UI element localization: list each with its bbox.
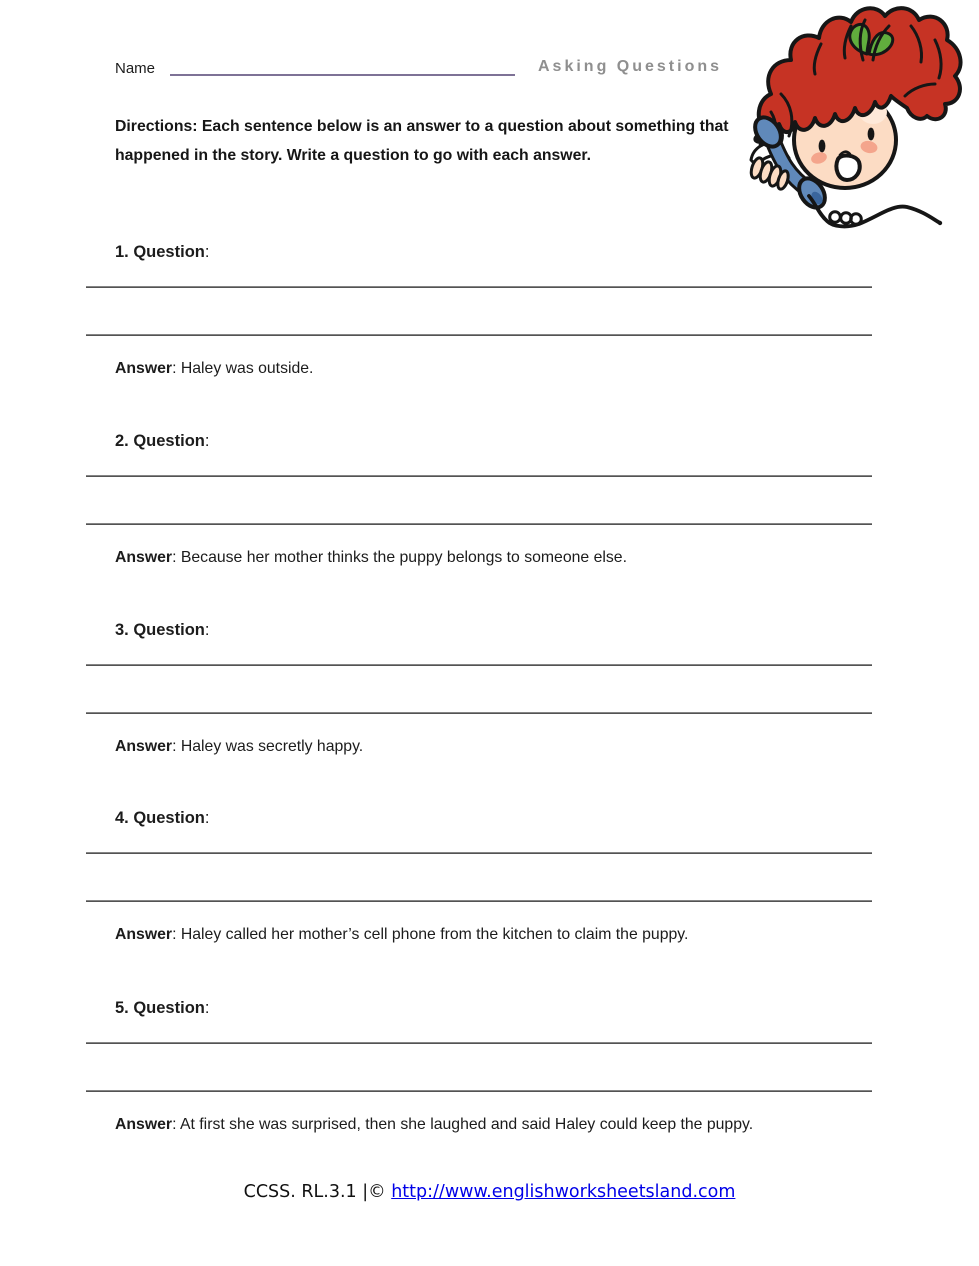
answer-text: Answer: Because her mother thinks the puppy belongs to someone else. [115, 549, 627, 566]
right-eye [868, 128, 875, 141]
name-label: Name [115, 60, 156, 77]
answer-text: Answer: Haley called her mother’s cell phone from the kitchen to claim the puppy. [115, 926, 689, 943]
ccss-standard-text: CCSS. RL.3.1 |© [243, 1182, 392, 1202]
writing-line [86, 712, 872, 714]
girl-on-phone-illustration [735, 0, 979, 246]
website-link[interactable]: http://www.englishworksheetsland.com [391, 1182, 736, 1202]
left-eye [819, 140, 826, 153]
question-label: 5. Question: [115, 999, 210, 1017]
writing-line [86, 1042, 872, 1044]
answer-text: Answer: At first she was surprised, then she laughed and said Haley could keep the puppy. [115, 1116, 754, 1133]
writing-line [86, 286, 872, 288]
question-label: 4. Question: [115, 809, 210, 827]
answer-text: Answer: Haley was outside. [115, 360, 314, 377]
open-mouth [836, 155, 859, 180]
writing-line [86, 334, 872, 336]
answer-text: Answer: Haley was secretly happy. [115, 738, 364, 755]
directions-text: Directions: Each sentence below is an answer to a question about something that happened in the story. Write a question to go with each answer. [115, 118, 729, 164]
writing-line [86, 664, 872, 666]
writing-line [86, 852, 872, 854]
question-label: 1. Question: [115, 243, 210, 261]
footer [0, 1182, 979, 1202]
question-label: 3. Question: [115, 621, 210, 639]
question-section-4 [0, 809, 979, 969]
worksheet-title: Asking Questions [538, 58, 723, 75]
question-section-1 [0, 243, 979, 403]
writing-line [86, 900, 872, 902]
writing-line [86, 1090, 872, 1092]
writing-line [86, 523, 872, 525]
name-blank-line [170, 74, 515, 76]
question-section-3 [0, 621, 979, 781]
question-label: 2. Question: [115, 432, 210, 450]
question-section-5 [0, 999, 979, 1159]
question-section-2 [0, 432, 979, 592]
writing-line [86, 475, 872, 477]
phone-cord [809, 196, 942, 226]
